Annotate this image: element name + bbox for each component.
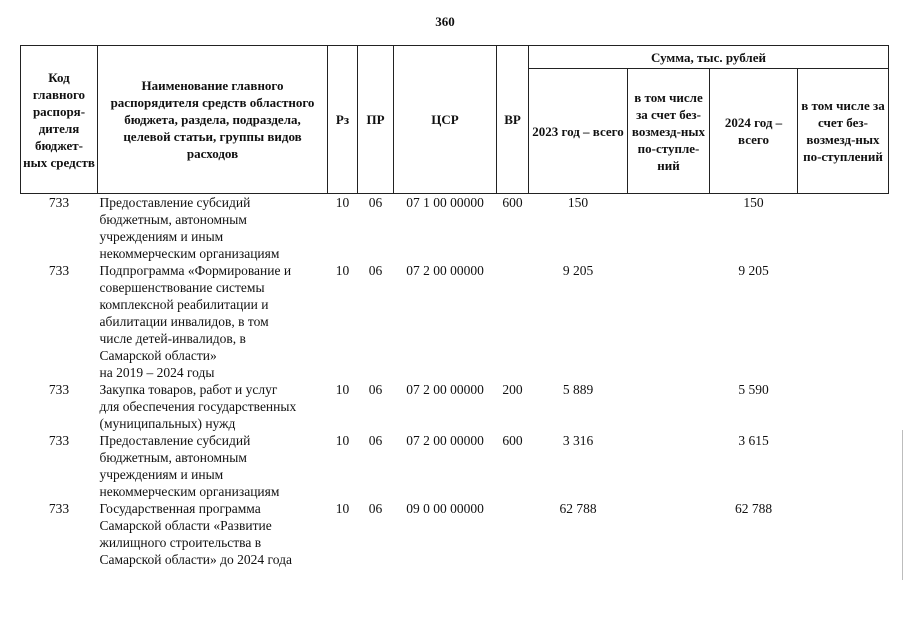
cell-2023-total: 150	[567, 195, 589, 210]
header-rz: Рз	[328, 46, 358, 194]
cell-csr: 07 2 00 00000	[406, 433, 484, 448]
table-row	[21, 262, 889, 381]
cell-rz: 10	[335, 263, 350, 278]
name-line: совершенствование системы	[99, 280, 265, 295]
cell-vr: 600	[502, 433, 523, 448]
cell-2023-free	[628, 500, 710, 568]
cell-csr: 07 2 00 00000	[406, 263, 484, 278]
name-line: комплексной реабилитации и	[99, 297, 269, 312]
name-line: Подпрограмма «Формирование и	[99, 263, 292, 278]
cell-csr: 07 1 00 00000	[406, 195, 484, 210]
cell-name	[98, 432, 328, 500]
cell-2024-total: 5 590	[738, 382, 769, 397]
table-row	[21, 500, 889, 568]
header-pr: ПР	[358, 46, 394, 194]
name-line: некоммерческим организациям	[99, 484, 280, 499]
budget-table	[20, 45, 889, 568]
table-row	[21, 381, 889, 432]
cell-2024-free	[798, 432, 889, 500]
cell-pr: 06	[368, 195, 383, 210]
header-sum: Сумма, тыс. рублей	[529, 46, 889, 69]
cell-vr	[497, 262, 529, 381]
table-body	[21, 194, 889, 569]
cell-name	[98, 381, 328, 432]
cell-2023-free	[628, 194, 710, 263]
cell-2023-total: 5 889	[562, 382, 594, 397]
name-line: некоммерческим организациям	[99, 246, 280, 261]
cell-vr: 200	[502, 382, 523, 397]
table-header	[21, 46, 889, 194]
name-line: учреждениям и иным	[99, 467, 224, 482]
name-line: бюджетным, автономным	[99, 450, 247, 465]
name-line: Предоставление субсидий	[99, 433, 251, 448]
cell-2023-free	[628, 262, 710, 381]
cell-2024-total: 62 788	[734, 501, 773, 516]
cell-2024-total: 9 205	[738, 263, 769, 278]
cell-pr: 06	[368, 382, 383, 397]
cell-csr: 09 0 00 00000	[406, 501, 484, 516]
cell-2024-free	[798, 381, 889, 432]
cell-code: 733	[48, 382, 70, 397]
cell-2023-total: 62 788	[559, 501, 597, 516]
name-line: учреждениям и иным	[99, 229, 224, 244]
cell-pr: 06	[368, 501, 383, 516]
cell-2024-free	[798, 262, 889, 381]
header-code: Код главного распоря-дителя бюджет-ных средств	[21, 46, 98, 194]
cell-code: 733	[48, 433, 70, 448]
header-csr: ЦСР	[394, 46, 497, 194]
name-line: Самарской области»	[99, 348, 217, 363]
scan-edge-line	[902, 430, 903, 580]
cell-code: 733	[48, 501, 70, 516]
name-line: жилищного строительства в	[99, 535, 262, 550]
cell-name	[98, 500, 328, 568]
name-line: Самарской области «Развитие	[99, 518, 272, 533]
page-number: 360	[435, 14, 455, 29]
cell-code: 733	[48, 195, 70, 210]
header-2023-total: 2023 год – всего	[529, 69, 628, 194]
name-line: числе детей-инвалидов, в	[99, 331, 246, 346]
cell-name	[98, 194, 328, 263]
cell-2023-total: 9 205	[562, 263, 594, 278]
cell-vr	[497, 500, 529, 568]
name-line: (муниципальных) нужд	[99, 416, 236, 431]
header-vr: ВР	[497, 46, 529, 194]
cell-csr: 07 2 00 00000	[406, 382, 484, 397]
name-line: Самарской области» до 2024 года	[99, 552, 292, 567]
cell-pr: 06	[368, 433, 383, 448]
cell-2023-free	[628, 432, 710, 500]
cell-vr: 600	[502, 195, 523, 210]
name-line: абилитации инвалидов, в том	[99, 314, 269, 329]
cell-rz: 10	[335, 195, 350, 210]
name-line: для обеспечения государственных	[99, 399, 297, 414]
cell-rz: 10	[335, 501, 350, 516]
table-row	[21, 432, 889, 500]
cell-2024-free	[798, 194, 889, 263]
cell-2024-total: 3 615	[738, 433, 769, 448]
cell-2023-free	[628, 381, 710, 432]
header-2023-free: в том числе за счет без-возмезд-ных по-ступле-ний	[628, 69, 710, 194]
table-row	[21, 194, 889, 263]
name-line: Предоставление субсидий	[99, 195, 251, 210]
name-line: Государственная программа	[99, 501, 261, 516]
cell-rz: 10	[335, 433, 350, 448]
header-2024-total: 2024 год – всего	[710, 69, 798, 194]
cell-code: 733	[48, 263, 70, 278]
name-line: Закупка товаров, работ и услуг	[99, 382, 278, 397]
name-line: на 2019 – 2024 годы	[99, 365, 215, 380]
cell-pr: 06	[368, 263, 383, 278]
cell-rz: 10	[335, 382, 350, 397]
name-line: бюджетным, автономным	[99, 212, 247, 227]
cell-name	[98, 262, 328, 381]
cell-2024-free	[798, 500, 889, 568]
header-name: Наименование главного распорядителя средств областного бюджета, раздела, подраздела, целевой статьи, группы видов расходов	[98, 46, 328, 194]
cell-2024-total: 150	[743, 195, 764, 210]
header-2024-free: в том числе за счет без-возмезд-ных по-ступлений	[798, 69, 889, 194]
cell-2023-total: 3 316	[562, 433, 594, 448]
